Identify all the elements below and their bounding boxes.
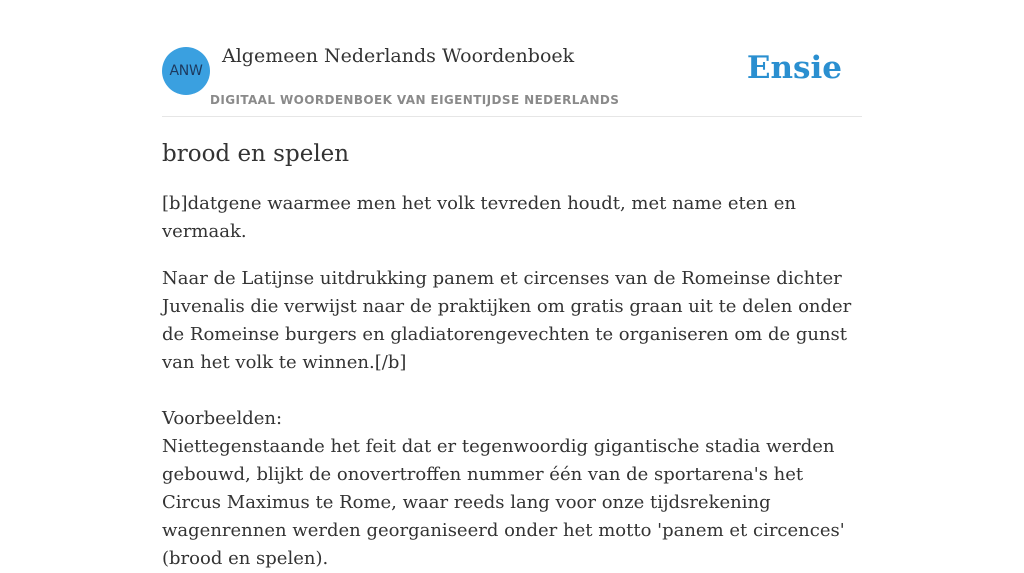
examples-heading: Voorbeelden: [162,408,283,429]
site-subtitle: DIGITAAL WOORDENBOEK VAN EIGENTIJDSE NEDERLANDS [210,93,620,107]
entry-title: brood en spelen [162,141,350,167]
site-header [162,0,862,117]
ensie-brand-logo[interactable]: Ensie [746,50,842,86]
example-text: Niettegenstaande het feit dat er tegenwoordig gigantische stadia werden gebouwd, blijkt de onovertroffen nummer één van de sportarena's het Circus Maximus te Rome, waar reeds lang voor onze tijdsrekening wagenrennen werden georganiseerd onder het motto 'panem et circences' (brood en spelen). [162,436,845,569]
site-title[interactable]: Algemeen Nederlands Woordenboek [222,45,575,67]
entry-explanation: Naar de Latijnse uitdrukking panem et circenses van de Romeinse dichter Juvenalis die verwijst naar de praktijken om gratis graan uit te delen onder de Romeinse burgers en gladiatorengevechten te organiseren om de gunst van het volk te winnen.[/b] [162,268,852,373]
anw-logo[interactable] [162,47,210,95]
logo-text: ANW [169,63,203,79]
entry-content [162,138,862,573]
entry-definition: [b]datgene waarmee men het volk tevreden houdt, met name eten en vermaak. [162,193,796,242]
